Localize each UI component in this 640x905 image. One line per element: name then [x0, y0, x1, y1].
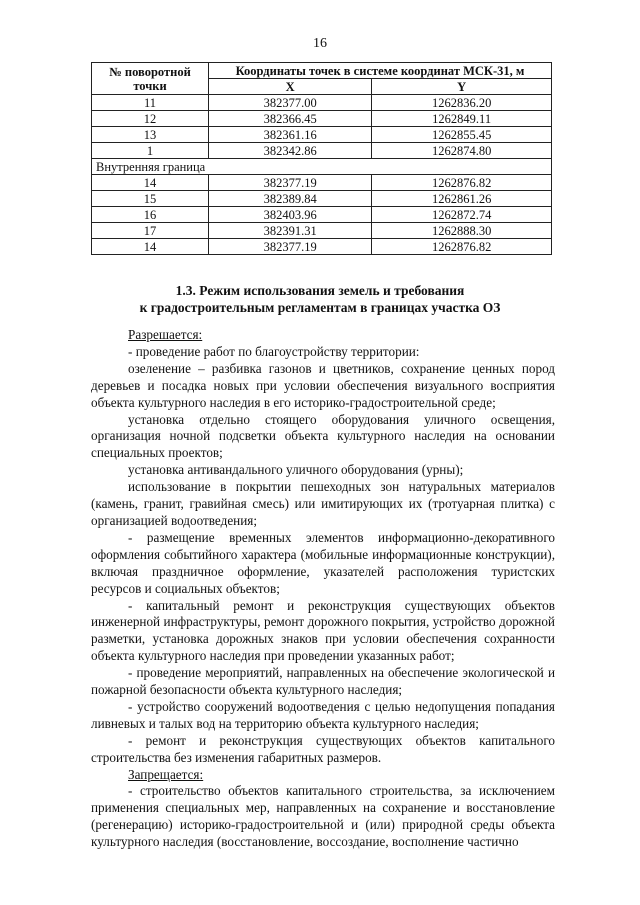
table-row [92, 143, 552, 159]
table-row [92, 95, 552, 111]
cell-point: 12 [92, 111, 209, 127]
cell-x: 382377.19 [209, 239, 372, 255]
inner-boundary-label: Внутренняя граница [92, 159, 552, 175]
cell-x: 382342.86 [209, 143, 372, 159]
cell-x: 382366.45 [209, 111, 372, 127]
header-y: Y [372, 79, 552, 95]
page-number: 16 [313, 36, 327, 51]
cell-y: 1262874.80 [372, 143, 552, 159]
cell-x: 382389.84 [209, 191, 372, 207]
table-header-row [92, 63, 552, 79]
cell-y: 1262888.30 [372, 223, 552, 239]
forbidden-heading: Запрещается: [128, 766, 204, 782]
cell-x: 382377.19 [209, 175, 372, 191]
cell-y: 1262876.82 [372, 175, 552, 191]
header-point-number: № поворотной точки [92, 63, 209, 95]
allowed-item: озеленение – разбивка газонов и цветников, сохранение ценных пород деревьев и посадка новых при условии обеспечения визуального восприятия объекта культурного наследия в его историко-градостроительной среде; [91, 360, 555, 410]
table-row [92, 175, 552, 191]
cell-y: 1262861.26 [372, 191, 552, 207]
coordinates-table [91, 62, 552, 255]
cell-point: 15 [92, 191, 209, 207]
table-row [92, 191, 552, 207]
header-coordinates: Координаты точек в системе координат МСК-31, м [209, 63, 552, 79]
allowed-item: - ремонт и реконструкция существующих объектов капитального строительства без изменения габаритных размеров. [91, 732, 555, 765]
cell-point: 11 [92, 95, 209, 111]
table-row [92, 111, 552, 127]
cell-point: 14 [92, 175, 209, 191]
cell-y: 1262876.82 [372, 239, 552, 255]
forbidden-item: - строительство объектов капитального строительства, за исключением применения специальных мер, направленных на сохранение и восстановление (регенерацию) историко-градостроительной и (или) природной среды объекта культурного наследия (восстановление, воссоздание, восполнение частично [91, 783, 555, 850]
section-title-line1: 1.3. Режим использования земель и требования [175, 283, 465, 298]
cell-x: 382377.00 [209, 95, 372, 111]
cell-y: 1262855.45 [372, 127, 552, 143]
allowed-item: - проведение работ по благоустройству территории: [128, 343, 420, 359]
allowed-item: установка антивандального уличного оборудования (урны); [128, 462, 464, 478]
allowed-item: установка отдельно стоящего оборудования уличного освещения, организация ночной подсветки объекта культурного наследия на основании специальных проектов; [91, 411, 555, 461]
cell-y: 1262836.20 [372, 95, 552, 111]
cell-y: 1262872.74 [372, 207, 552, 223]
cell-x: 382391.31 [209, 223, 372, 239]
cell-point: 1 [92, 143, 209, 159]
cell-point: 14 [92, 239, 209, 255]
section-title [0, 282, 640, 316]
allowed-item: - устройство сооружений водоотведения с целью недопущения попадания ливневых и талых вод на территорию объекта культурного наследия; [91, 698, 555, 731]
cell-point: 16 [92, 207, 209, 223]
body-text [91, 327, 555, 851]
inner-boundary-row [92, 159, 552, 175]
cell-x: 382403.96 [209, 207, 372, 223]
cell-x: 382361.16 [209, 127, 372, 143]
cell-y: 1262849.11 [372, 111, 552, 127]
header-x: X [209, 79, 372, 95]
allowed-heading: Разрешается: [128, 327, 203, 342]
allowed-item: - проведение мероприятий, направленных на обеспечение экологической и пожарной безопасности объекта культурного наследия; [91, 665, 555, 698]
allowed-item: использование в покрытии пешеходных зон натуральных материалов (камень, гранит, гравийная смесь) или имитирующих их (тротуарная плитка) с организацией водоотведения; [91, 479, 555, 528]
section-title-line2: к градостроительным регламентам в границах участка ОЗ [139, 300, 501, 315]
allowed-item: - размещение временных элементов информационно-декоративного оформления событийного характера (мобильные информационные конструкции), включая праздничное оформление, указателей расположения туристских ресурсов и социальных объектов; [91, 529, 555, 596]
table-row [92, 127, 552, 143]
cell-point: 17 [92, 223, 209, 239]
table-row [92, 239, 552, 255]
table-row [92, 223, 552, 239]
table-row [92, 207, 552, 223]
cell-point: 13 [92, 127, 209, 143]
allowed-item: - капитальный ремонт и реконструкция существующих объектов инженерной инфраструктуры, ремонт дорожного покрытия, устройство дорожной разметки, установка дорожных знаков при условии обеспечения сохранности объекта культурного наследия при проведении указанных работ; [91, 597, 555, 664]
